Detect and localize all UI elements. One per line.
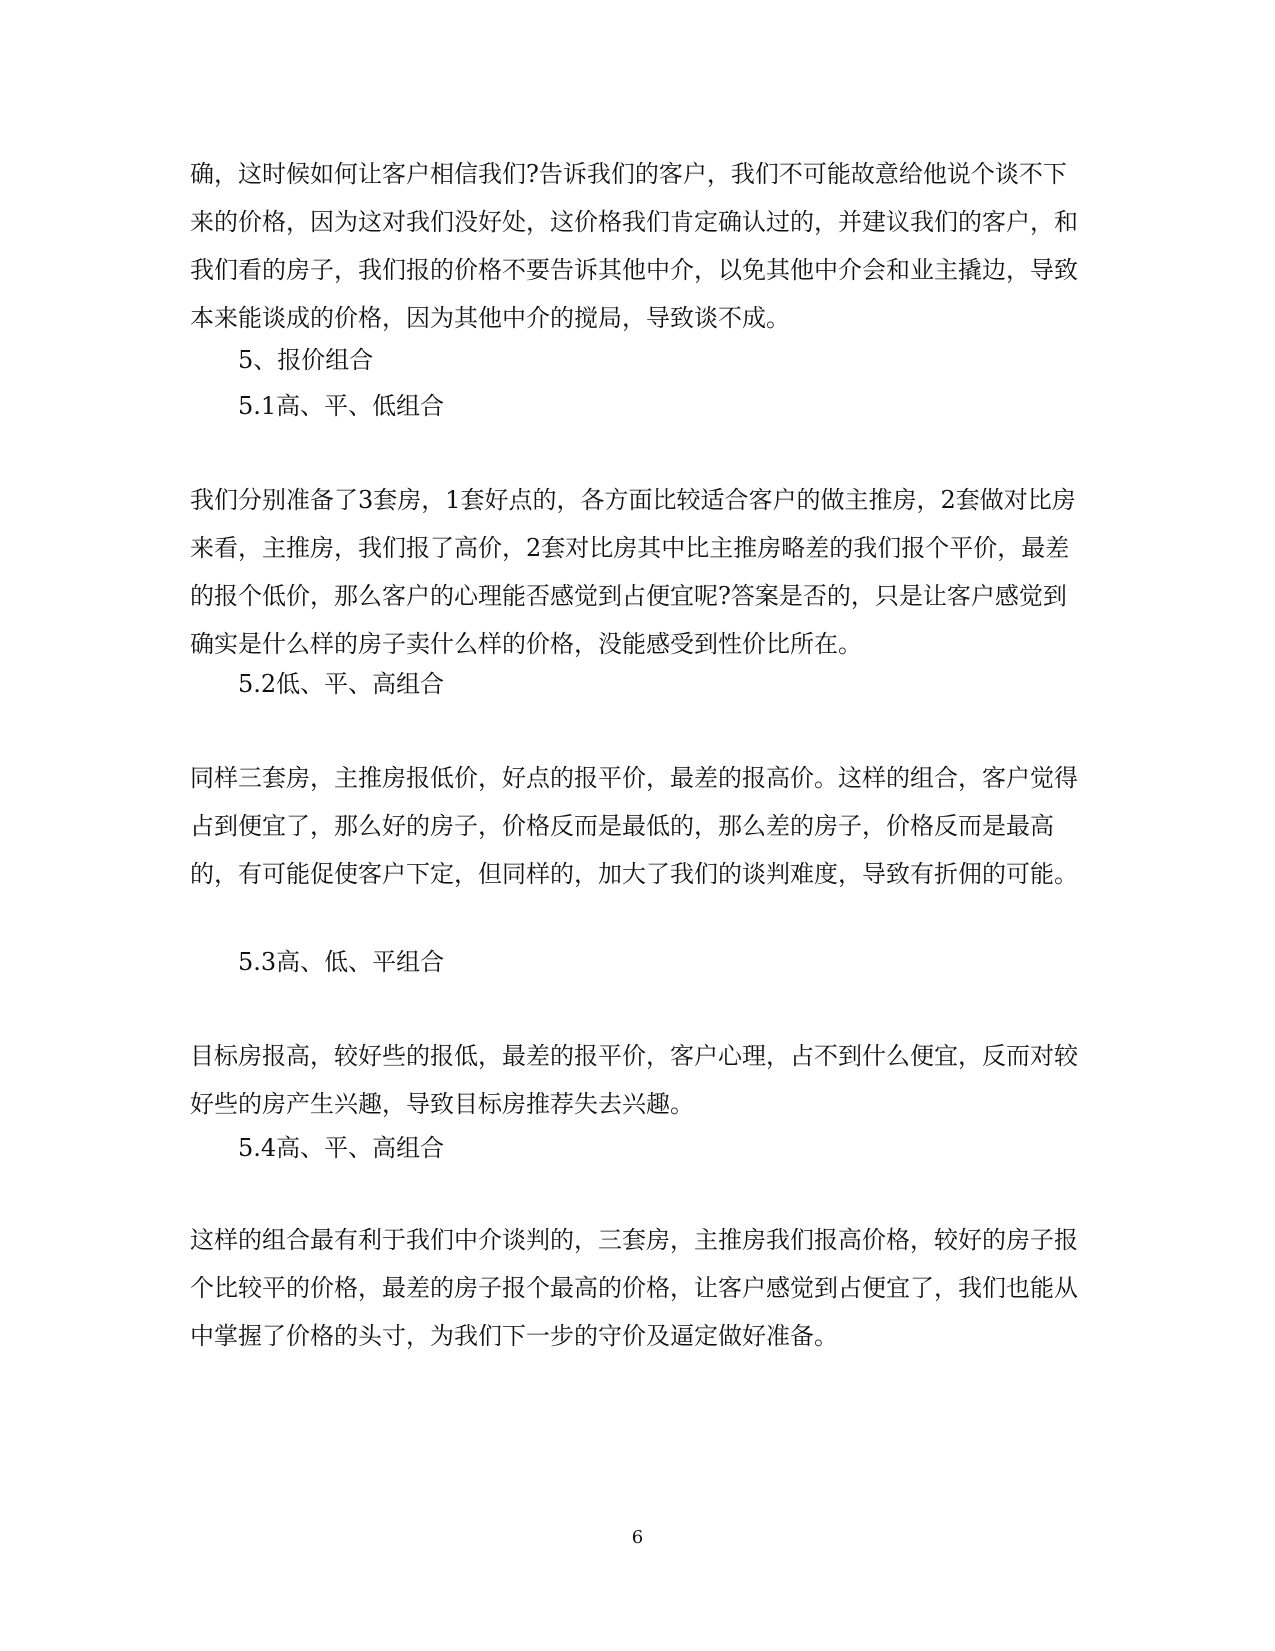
heading-low-mid-high: 5.2低、平、高组合	[238, 670, 445, 698]
heading-high-mid-low: 5.1高、平、低组合	[238, 392, 445, 420]
heading-high-low-mid: 5.3高、低、平组合	[238, 948, 445, 976]
paragraph-client-trust: 确，这时候如何让客户相信我们?告诉我们的客户，我们不可能故意给他说个谈不下来的价格，因为这对我们没好处，这价格我们肯定确认过的，并建议我们的客户，和我们看的房子，我们报的价格不要告诉其他中介，以免其他中介会和业主撬边，导致本来能谈成的价格，因为其他中介的搅局，导致谈不成。	[190, 160, 1078, 332]
paragraph-high-mid-low: 我们分别准备了3套房，1套好点的，各方面比较适合客户的做主推房，2套做对比房来看，主推房，我们报了高价，2套对比房其中比主推房略差的我们报个平价，最差的报个低价，那么客户的心理能否感觉到占便宜呢?答案是否的，只是让客户感觉到确实是什么样的房子卖什么样的价格，没能感受到性价比所在。	[190, 486, 1076, 658]
paragraph-high-low-mid: 目标房报高，较好些的报低，最差的报平价，客户心理，占不到什么便宜，反而对较好些的房产生兴趣，导致目标房推荐失去兴趣。	[190, 1042, 1078, 1118]
paragraph-low-mid-high: 同样三套房，主推房报低价，好点的报平价，最差的报高价。这样的组合，客户觉得占到便宜了，那么好的房子，价格反而是最低的，那么差的房子，价格反而是最高的，有可能促使客户下定，但同样的，加大了我们的谈判难度，导致有折佣的可能。	[190, 764, 1078, 888]
heading-high-mid-high: 5.4高、平、高组合	[238, 1134, 445, 1162]
page-number: 6	[631, 1527, 644, 1548]
paragraph-high-mid-high: 这样的组合最有利于我们中介谈判的，三套房，主推房我们报高价格，较好的房子报个比较平的价格，最差的房子报个最高的价格，让客户感觉到占便宜了，我们也能从中掌握了价格的头寸，为我们下一步的守价及逼定做好准备。	[190, 1226, 1078, 1350]
heading-quote-combination: 5、报价组合	[238, 346, 374, 374]
